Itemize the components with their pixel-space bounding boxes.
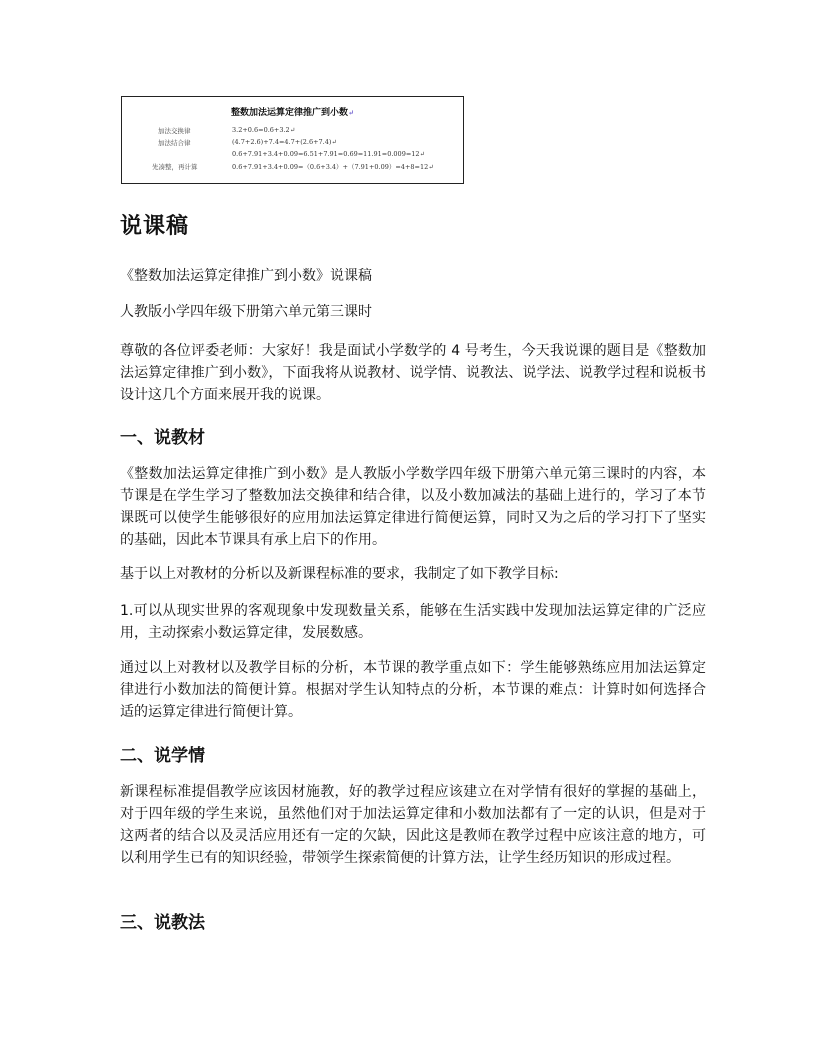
body-paragraph: 基于以上对教材的分析以及新课程标准的要求，我制定了如下教学目标:	[120, 566, 559, 582]
board-row-label: 加法结合律	[158, 139, 191, 147]
blackboard-design-image	[121, 96, 464, 184]
edition-line: 人教版小学四年级下册第六单元第三课时	[120, 304, 372, 320]
board-row-label: 加法交换律	[158, 127, 191, 135]
board-title: 整数加法运算定律推广到小数↵	[231, 108, 354, 118]
board-row-expression: 3.2+0.6=0.6+3.2↵	[232, 126, 296, 134]
body-paragraph: 《整数加法运算定律推广到小数》是人教版小学数学四年级下册第六单元第三课时的内容，本节课是在学生学习了整数加法交换律和结合律，以及小数加减法的基础上进行的，学习了本节课既可以使学生能够很好的应用加法运算定律进行简便运算，同时又为之后的学习打下了坚实的基础，因此本节课具有承上启下的作用。	[120, 466, 706, 548]
intro-paragraph: 尊敬的各位评委老师：大家好！我是面试小学数学的 4 号考生，今天我说课的题目是《整数加法运算定律推广到小数》，下面我将从说教材、说学情、说教法、说学法、说教学过程和说板书设计这几个方面来展开我的说课。	[120, 343, 706, 403]
body-paragraph: 新课程标准提倡教学应该因材施教，好的教学过程应该建立在对学情有很好的掌握的基础上，对于四年级的学生来说，虽然他们对于加法运算定律和小数加法都有了一定的认识，但是对于这两者的结合以及灵活应用还有一定的欠缺，因此这是教师在教学过程中应该注意的地方，可以利用学生已有的知识经验，带领学生探索简便的计算方法，让学生经历知识的形成过程。	[120, 784, 706, 866]
lesson-title-line: 《整数加法运算定律推广到小数》说课稿	[120, 268, 372, 284]
board-row-expression: (4.7+2.6)+7.4=4.7+(2.6+7.4)↵	[232, 138, 337, 146]
section-heading: 三、说教法	[120, 913, 205, 933]
section-heading: 二、说学情	[120, 746, 205, 766]
board-row-expression: 0.6+7.91+3.4+0.09=（0.6+3.4）+（7.91+0.09）=4+8=12↵	[232, 163, 434, 171]
body-paragraph: 通过以上对教材以及教学目标的分析，本节课的教学重点如下：学生能够熟练应用加法运算定律进行小数加法的简便计算。根据对学生认知特点的分析，本节课的难点：计算时如何选择合适的运算定律进行简便计算。	[120, 660, 706, 720]
board-row-label: 先凑整，再计算	[152, 163, 198, 171]
objective-item: 1.可以从现实世界的客观现象中发现数量关系，能够在生活实践中发现加法运算定律的广泛应用，主动探索小数运算定律，发展数感。	[120, 603, 706, 641]
section-heading: 一、说教材	[120, 428, 205, 448]
document-title: 说课稿	[120, 214, 190, 239]
board-row-expression: 0.6+7.91+3.4+0.09=6.51+7.91=0.69=11.91=0.009=12↵	[232, 150, 425, 158]
